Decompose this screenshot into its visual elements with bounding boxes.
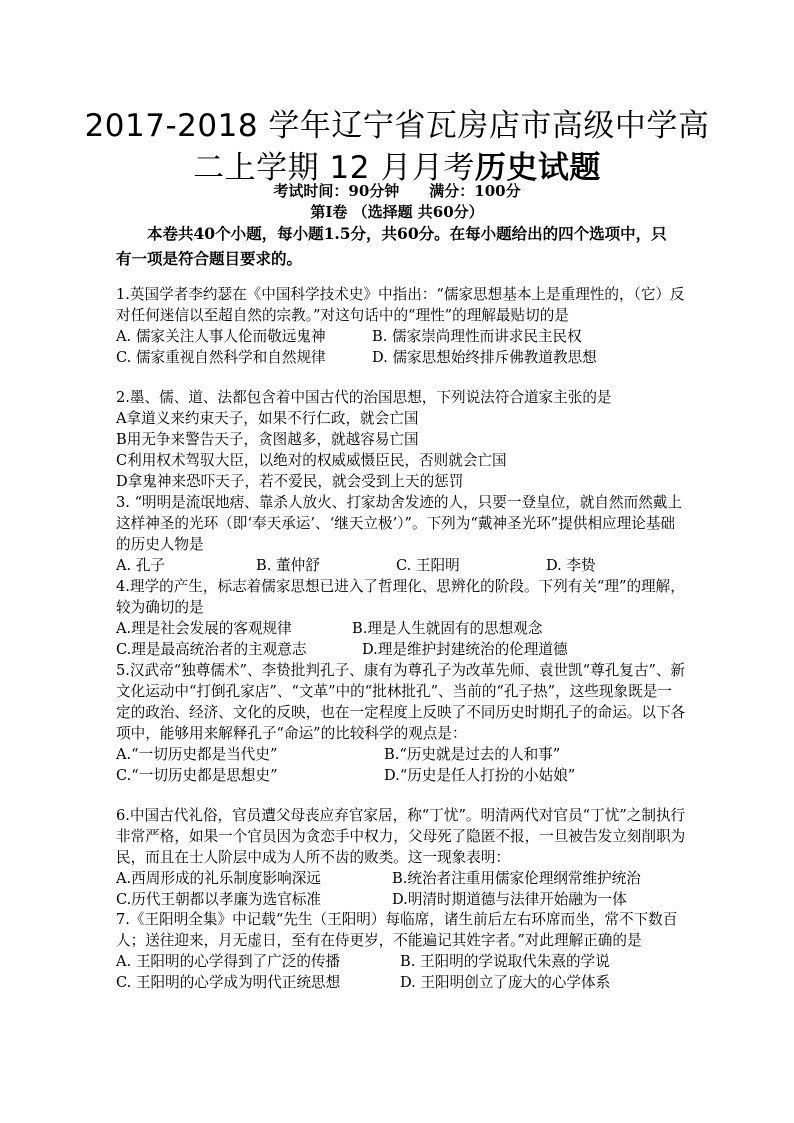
option-a: A.理是社会发展的客观规律 (116, 620, 292, 637)
option-c: C.理是最高统治者的主观意志 (116, 641, 307, 658)
question-stem: 1.英国学者李约瑟在《中国科学技术史》中指出：“儒家思想基本上是重理性的，（它）反对任何迷信以至超自然的宗教。”对这句话中的“理性”的理解最贴切的是 (116, 286, 685, 324)
option-c: C利用权术驾驭大臣，以绝对的权威威慑臣民，否则就会亡国 (116, 452, 507, 469)
question-3 (116, 492, 686, 576)
option-b: B. 儒家崇尚理性而讲求民主民权 (372, 328, 582, 345)
option-a: A. 儒家关注人事人伦而敬远鬼神 (116, 328, 326, 345)
question-stem: 6.中国古代礼俗，官员遭父母丧应弃官家居，称“丁忧”。明清两代对官员“丁忧”之制执行非常严格，如果一个官员因为贪恋手中权力，父母死了隐匿不报，一旦被告发立刻削职为民，而且在士人阶层中成为人所不齿的败类。这一现象表明： (116, 807, 686, 866)
option-b: B.统治者注重用儒家伦理纲常维护统治 (392, 870, 641, 887)
question-stem: 3. “明明是流氓地痞、靠杀人放火、打家劫舍发迹的人，只要一登皇位，就自然而然戴上这样神圣的光环（即‘奉天承运’、‘继天立极’）”。下列为“戴神圣光环”提供相应理论基础的历史人物是 (116, 494, 682, 553)
option-b: B. 王阳明的学说取代朱熹的学说 (400, 953, 610, 970)
exam-info (0, 180, 794, 201)
option-c: C. 王阳明的心学成为明代正统思想 (116, 974, 341, 991)
question-4 (116, 576, 686, 660)
option-d: D. 王阳明创立了庞大的心学体系 (400, 974, 611, 991)
option-d: D拿鬼神来恐吓天子，若不爱民，就会受到上天的惩罚 (116, 473, 464, 490)
exam-time: 考试时间：90分钟 (273, 182, 400, 200)
option-a: A. 王阳明的心学得到了广泛的传播 (116, 953, 341, 970)
option-c: C. 王阳明 (396, 557, 460, 574)
question-2 (116, 387, 686, 492)
option-a: A.西周形成的礼乐制度影响深远 (116, 870, 321, 887)
option-b: B.“历史就是过去的人和事” (384, 746, 561, 763)
option-b: B用无争来警告天子，贪图越多，就越容易亡国 (116, 431, 419, 448)
option-a: A.“一切历史都是当代史” (116, 746, 278, 763)
question-stem: 2.墨、儒、道、法都包含着中国古代的治国思想，下列说法符合道家主张的是 (116, 389, 612, 406)
question-1 (116, 284, 686, 368)
option-d: D.理是维护封建统治的伦理道德 (362, 641, 568, 658)
exam-score: 满分：100分 (429, 182, 521, 200)
question-7 (116, 909, 686, 993)
question-stem: 4.理学的产生，标志着儒家思想已进入了哲理化、思辨化的阶段。下列有关“理”的理解，较为确切的是 (116, 578, 685, 616)
title-line-1: 2017-2018 学年辽宁省瓦房店市高级中学高 (84, 108, 710, 144)
option-a: A拿道义来约束天子，如果不行仁政，就会亡国 (116, 410, 419, 427)
option-a: A. 孔子 (116, 557, 166, 574)
title-line-2-bold: 历史试题 (474, 150, 601, 186)
option-b: B.理是人生就固有的思想观念 (352, 620, 543, 637)
option-d: D.明清时期道德与法律开始融为一体 (392, 891, 627, 908)
question-stem: 5.汉武帝“独尊儒术”、李贽批判孔子、康有为尊孔子为改革先师、袁世凯“尊孔复古”、新文化运动中“打倒孔家店”、“文革”中的“批林批孔”、当前的“孔子热”，这些现象既是一定的政治、经济、文化的反映，也在一定程度上反映了不同历史时期孔子的命运。以下各项中，能够用来解释孔子“命运”的比较科学的观点是： (116, 662, 686, 742)
question-5 (116, 660, 686, 786)
option-d: D.“历史是任人打扮的小姑娘” (384, 767, 576, 784)
option-c: C. 儒家重视自然科学和自然规律 (116, 349, 326, 366)
option-b: B. 董仲舒 (256, 557, 320, 574)
option-c: C.历代王朝都以孝廉为选官标准 (116, 891, 322, 908)
option-d: D. 儒家思想始终排斥佛教道教思想 (372, 349, 597, 366)
section-heading: 第Ⅰ卷 （选择题 共60分） (310, 203, 484, 221)
instructions: 本卷共40个小题，每小题1.5分，共60分。在每小题给出的四个选项中，只有一项是符合题目要求的。 (116, 224, 667, 268)
question-stem: 7.《王阳明全集》中记载“先生（王阳明）每临席，诸生前后左右环席而坐，常不下数百人；送往迎来，月无虚日，至有在侍更岁，不能遍记其姓字者。”对此理解正确的是 (116, 911, 678, 949)
question-6 (116, 805, 686, 910)
option-c: C.“一切历史都是思想史” (116, 767, 278, 784)
option-d: D. 李贽 (546, 557, 596, 574)
title-line-2-normal: 二上学期 12 月月考 (193, 150, 475, 186)
